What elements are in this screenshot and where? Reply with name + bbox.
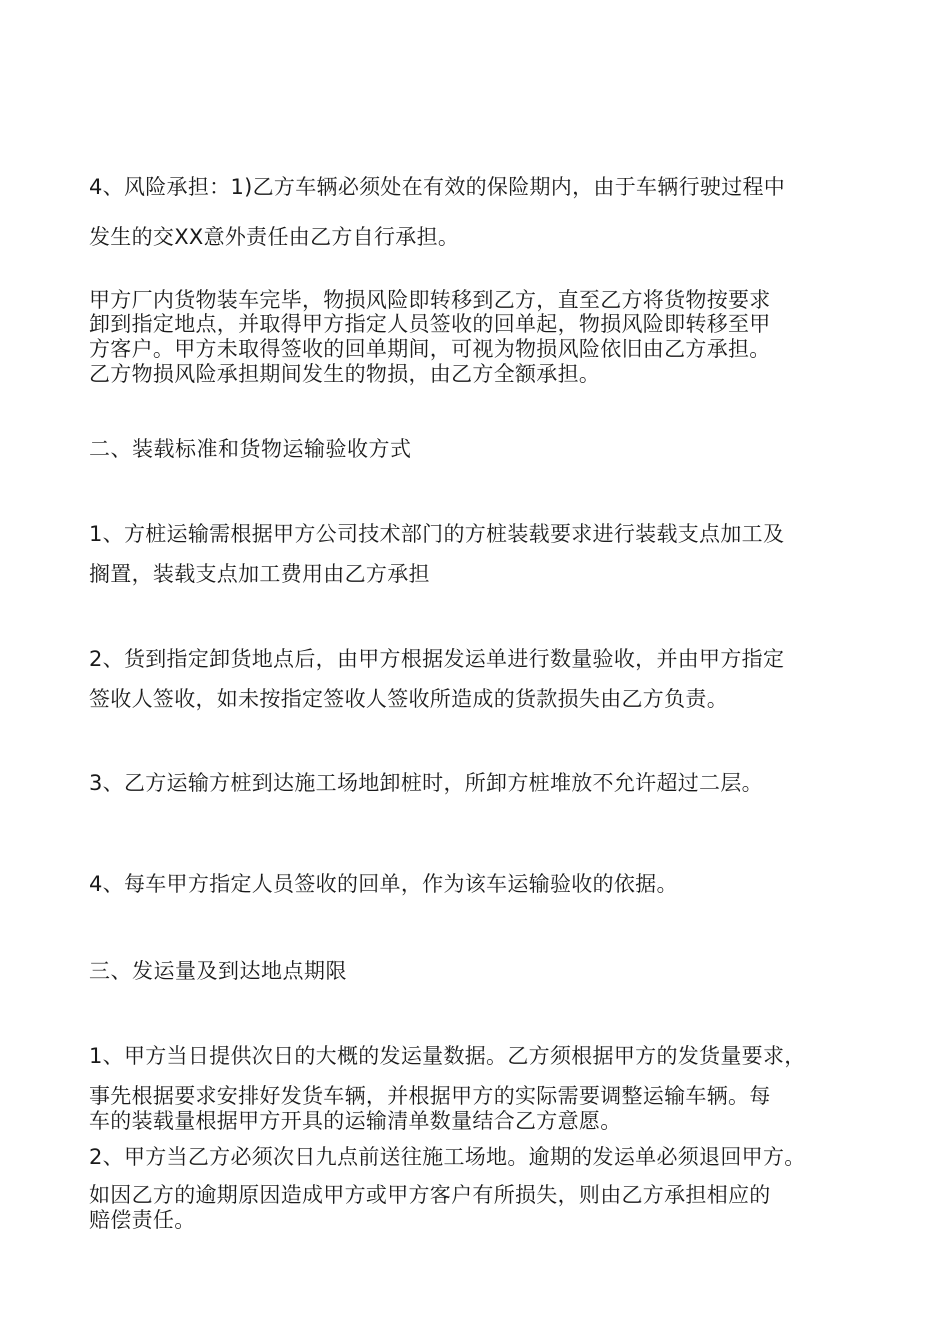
section-2-heading: 二、装载标准和货物运输验收方式 (89, 437, 412, 461)
section-2-item-4: 4、每车甲方指定人员签收的回单，作为该车运输验收的依据。 (89, 872, 678, 896)
section-3-item-2-line-3: 赔偿责任。 (89, 1208, 196, 1232)
risk-transfer-line-2: 卸到指定地点，并取得甲方指定人员签收的回单起，物损风险即转移至甲 (89, 312, 771, 336)
risk-transfer-line-4: 乙方物损风险承担期间发生的物损，由乙方全额承担。 (89, 362, 601, 386)
section-2-item-2-line-2: 签收人签收，如未按指定签收人签收所造成的货款损失由乙方负责。 (89, 687, 728, 711)
risk-transfer-line-1: 甲方厂内货物装车完毕，物损风险即转移到乙方，直至乙方将货物按要求 (89, 288, 771, 312)
section-3-heading: 三、发运量及到达地点期限 (89, 959, 347, 983)
section-2-item-1-line-1: 1、方桩运输需根据甲方公司技术部门的方桩装载要求进行装载支点加工及 (89, 522, 785, 546)
risk-transfer-line-3: 方客户。甲方未取得签收的回单期间，可视为物损风险依旧由乙方承担。 (89, 337, 771, 361)
section-3-item-2-line-1: 2、甲方当乙方必须次日九点前送往施工场地。逾期的发运单必须退回甲方。 (89, 1145, 806, 1169)
section-2-item-1-line-2: 搁置，装载支点加工费用由乙方承担 (89, 562, 430, 586)
section-3-item-2-line-2: 如因乙方的逾期原因造成甲方或甲方客户有所损失，则由乙方承担相应的 (89, 1183, 771, 1207)
section-3-item-1-line-1: 1、甲方当日提供次日的大概的发运量数据。乙方须根据甲方的发货量要求， (89, 1044, 806, 1068)
section-2-item-2-line-1: 2、货到指定卸货地点后，由甲方根据发运单进行数量验收，并由甲方指定 (89, 647, 785, 671)
clause-4-risk-line-1: 4、风险承担：1)乙方车辆必须处在有效的保险期内，由于车辆行驶过程中 (89, 175, 786, 199)
section-3-item-1-line-3: 车的装载量根据甲方开具的运输清单数量结合乙方意愿。 (89, 1109, 622, 1133)
clause-4-risk-line-2: 发生的交XX意外责任由乙方自行承担。 (89, 225, 460, 249)
section-2-item-3: 3、乙方运输方桩到达施工场地卸桩时，所卸方桩堆放不允许超过二层。 (89, 771, 763, 795)
section-3-item-1-line-2: 事先根据要求安排好发货车辆，并根据甲方的实际需要调整运输车辆。每 (89, 1084, 771, 1108)
